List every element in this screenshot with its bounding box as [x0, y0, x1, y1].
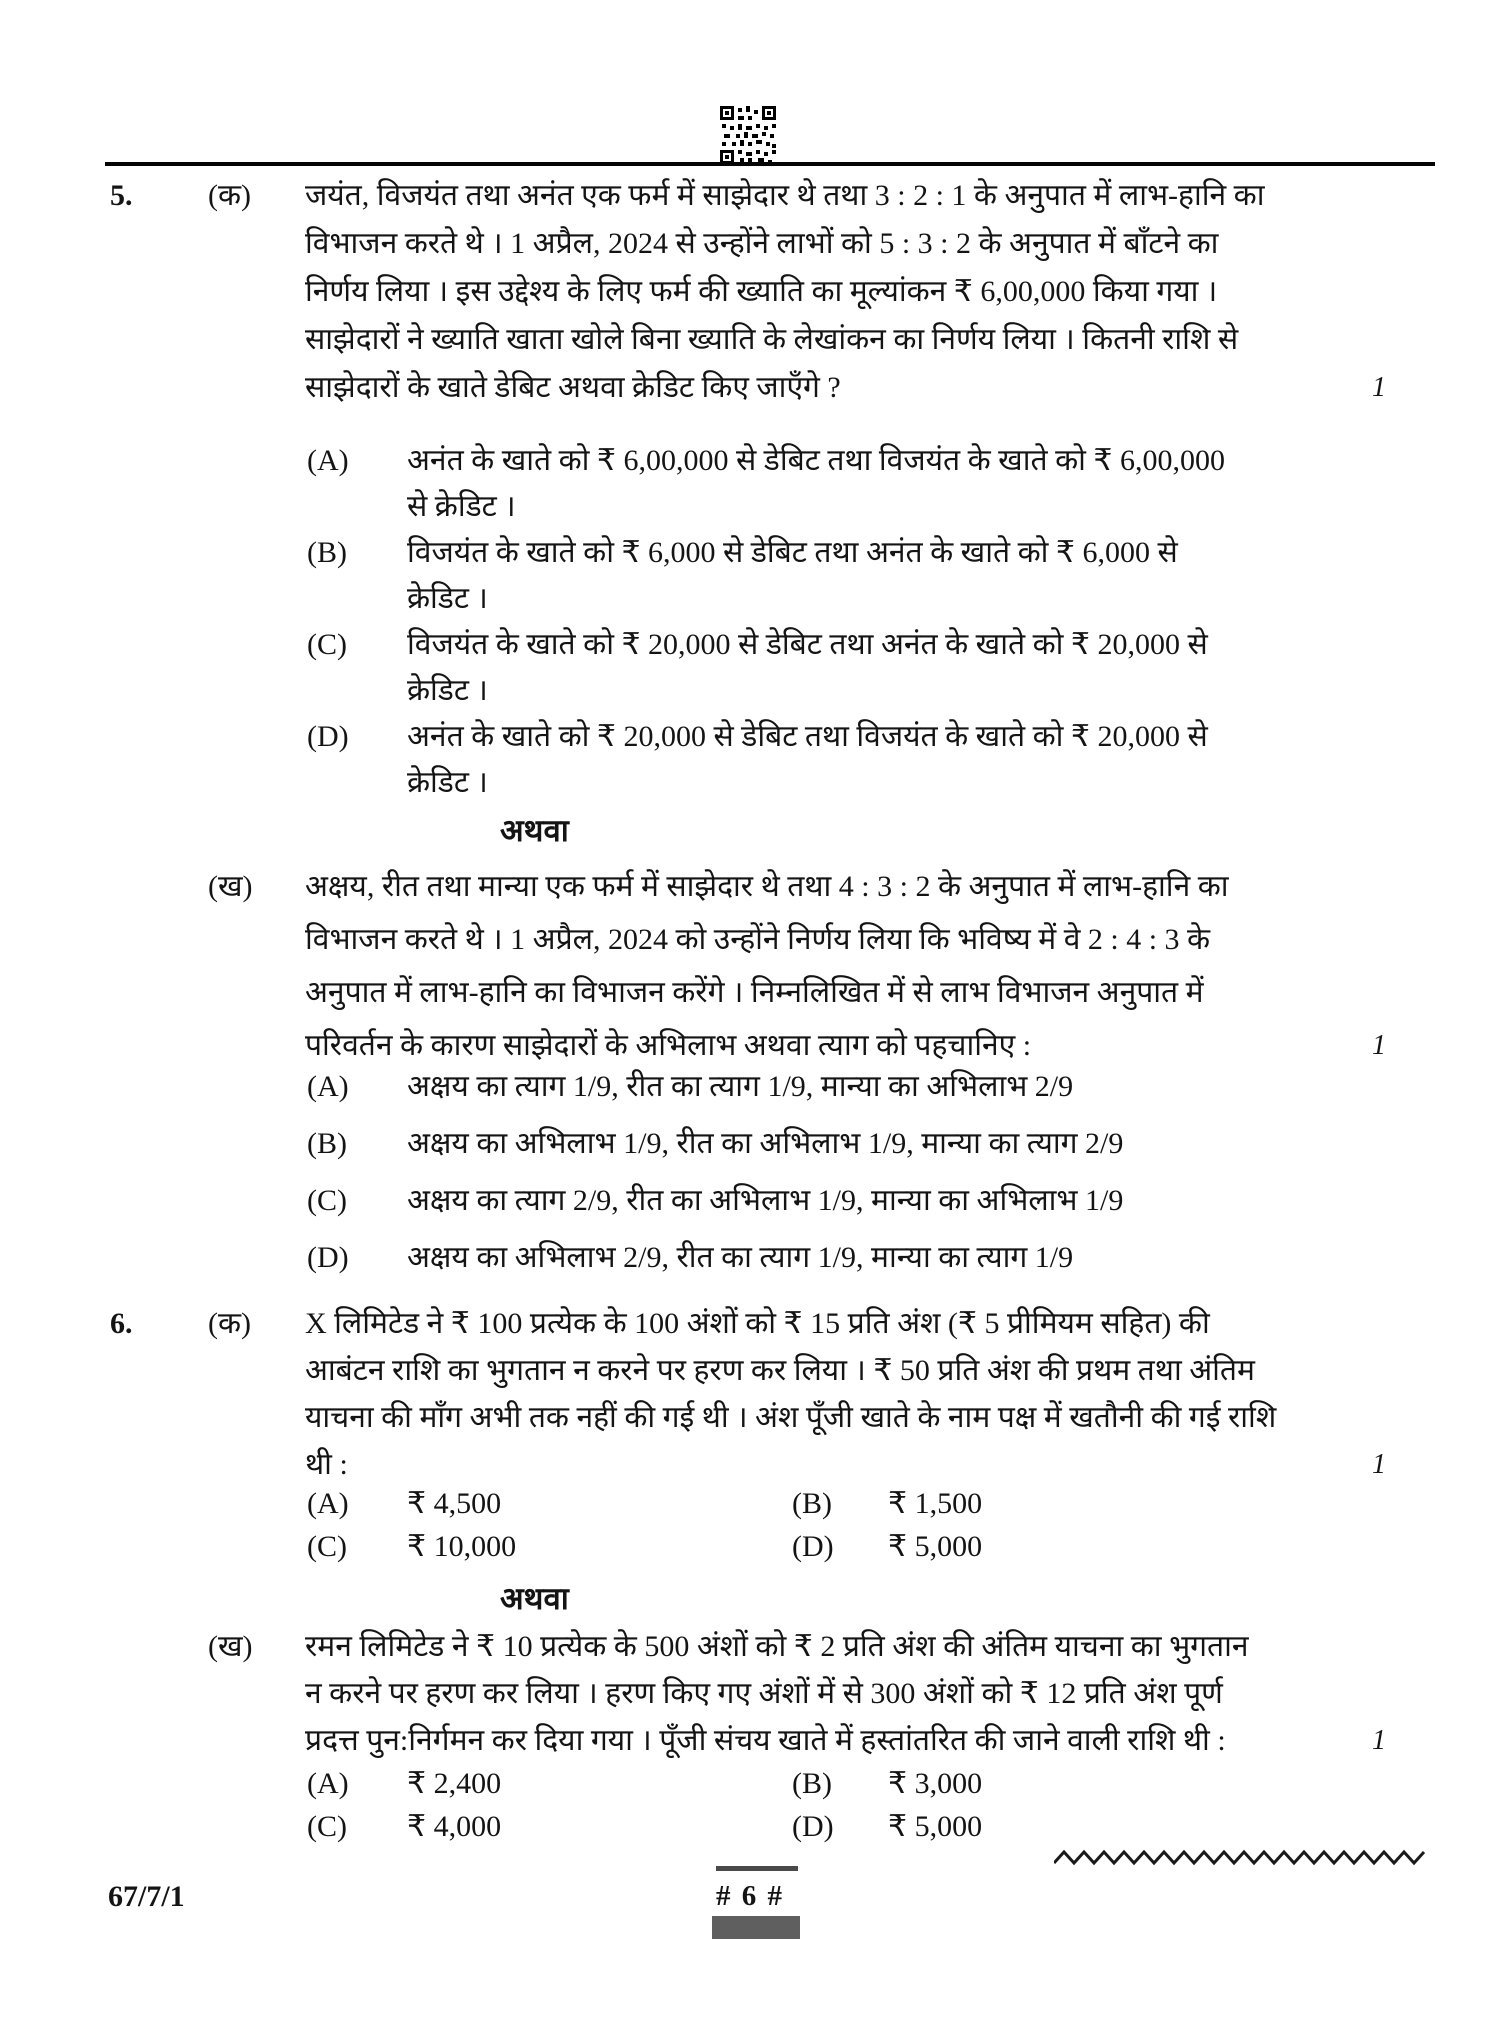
option-text: विजयंत के खाते को ₹ 20,000 से डेबिट तथा अनंत के खाते को ₹ 20,000 से [407, 628, 1208, 661]
option-row [0, 438, 1505, 484]
top-rule [105, 162, 1435, 166]
or-separator [0, 1574, 1505, 1624]
question-5-ka-options [0, 438, 1505, 806]
option-label: (A) [307, 444, 349, 477]
option-row [0, 714, 1505, 760]
stem-line: थी : [305, 1448, 348, 1481]
question-number: 5. [110, 179, 133, 212]
option-row [0, 1058, 1505, 1115]
option-row [0, 1525, 1505, 1568]
stem-line: प्रदत्त पुन:निर्गमन कर दिया गया । पूँजी संचय खाते में हस्तांतरित की जाने वाली राशि थी : [305, 1724, 1226, 1757]
option-text: क्रेडिट । [407, 674, 488, 707]
option-value: ₹ 4,500 [407, 1487, 502, 1520]
option-label: (B) [307, 1127, 347, 1160]
option-row [0, 1172, 1505, 1229]
option-label: (D) [792, 1530, 834, 1563]
option-label: (D) [307, 720, 349, 753]
option-row [0, 530, 1505, 576]
marks-value: 1 [1372, 1030, 1386, 1061]
stem-line: जयंत, विजयंत तथा अनंत एक फर्म में साझेदार थे तथा 3 : 2 : 1 के अनुपात में लाभ-हानि का [305, 179, 1265, 212]
footer-paper-code: 67/7/1 [108, 1880, 185, 1913]
option-row [0, 1229, 1505, 1286]
option-text: अक्षय का अभिलाभ 2/9, रीत का त्याग 1/9, मान्या का त्याग 1/9 [407, 1241, 1074, 1274]
option-label: (B) [307, 536, 347, 569]
stem-line: X लिमिटेड ने ₹ 100 प्रत्येक के 100 अंशों को ₹ 15 प्रति अंश (₹ 5 प्रीमियम सहित) की [305, 1307, 1210, 1340]
question-6-kha-stem [0, 1623, 1505, 1764]
marks-value: 1 [1372, 1725, 1386, 1756]
stem-line: विभाजन करते थे । 1 अप्रैल, 2024 को उन्होंने निर्णय लिया कि भविष्य में वे 2 : 4 : 3 के [305, 923, 1211, 956]
question-5-kha-options [0, 1058, 1505, 1286]
option-row [0, 1482, 1505, 1525]
stem-line: साझेदारों के खाते डेबिट अथवा क्रेडिट किए जाएँगे ? [305, 371, 841, 404]
option-value: ₹ 1,500 [888, 1487, 983, 1520]
question-6-ka-options [0, 1482, 1505, 1568]
option-row [0, 1762, 1505, 1805]
option-text: विजयंत के खाते को ₹ 6,000 से डेबिट तथा अनंत के खाते को ₹ 6,000 से [407, 536, 1178, 569]
option-label: (B) [792, 1767, 832, 1800]
option-value: ₹ 5,000 [888, 1810, 983, 1843]
option-row [0, 1115, 1505, 1172]
question-number: 6. [110, 1307, 133, 1340]
or-separator [0, 806, 1505, 856]
footer-page-number: # 6 # [716, 1880, 784, 1912]
option-label: (B) [792, 1487, 832, 1520]
part-label: (ख) [208, 870, 253, 903]
stem-line: अनुपात में लाभ-हानि का विभाजन करेंगे । निम्नलिखित में से लाभ विभाजन अनुपात में [305, 976, 1204, 1009]
squiggle-line [1054, 1848, 1434, 1868]
stem-line: न करने पर हरण कर लिया । हरण किए गए अंशों में से 300 अंशों को ₹ 12 प्रति अंश पूर्ण [305, 1677, 1223, 1710]
option-label: (C) [307, 1810, 347, 1843]
option-text: अनंत के खाते को ₹ 20,000 से डेबिट तथा विजयंत के खाते को ₹ 20,000 से [407, 720, 1208, 753]
question-6-ka-stem [0, 1300, 1505, 1488]
option-row [0, 622, 1505, 668]
option-text: अक्षय का त्याग 2/9, रीत का अभिलाभ 1/9, मान्या का अभिलाभ 1/9 [407, 1184, 1124, 1217]
option-text: अनंत के खाते को ₹ 6,00,000 से डेबिट तथा विजयंत के खाते को ₹ 6,00,000 [407, 444, 1225, 477]
stem-line: परिवर्तन के कारण साझेदारों के अभिलाभ अथवा त्याग को पहचानिए : [305, 1029, 1032, 1062]
option-value: ₹ 4,000 [407, 1810, 502, 1843]
question-5-kha-stem [0, 860, 1505, 1072]
option-label: (C) [307, 1184, 347, 1217]
marks-value: 1 [1372, 372, 1386, 403]
option-label: (D) [792, 1810, 834, 1843]
marks-value: 1 [1372, 1449, 1386, 1480]
stem-line: आबंटन राशि का भुगतान न करने पर हरण कर लिया । ₹ 50 प्रति अंश की प्रथम तथा अंतिम [305, 1354, 1255, 1387]
stem-line: रमन लिमिटेड ने ₹ 10 प्रत्येक के 500 अंशों को ₹ 2 प्रति अंश की अंतिम याचना का भुगतान [305, 1630, 1249, 1663]
qr-code-icon [720, 106, 776, 164]
stem-line: साझेदारों ने ख्याति खाता खोले बिना ख्याति के लेखांकन का निर्णय लिया । कितनी राशि से [305, 323, 1239, 356]
part-label: (ख) [208, 1630, 253, 1663]
option-label: (C) [307, 628, 347, 661]
option-label: (A) [307, 1070, 349, 1103]
part-label: (क) [208, 179, 252, 212]
option-value: ₹ 2,400 [407, 1767, 502, 1800]
option-value: ₹ 10,000 [407, 1530, 517, 1563]
option-text: अक्षय का त्याग 1/9, रीत का त्याग 1/9, मान्या का अभिलाभ 2/9 [407, 1070, 1074, 1103]
option-label: (A) [307, 1487, 349, 1520]
option-text: क्रेडिट । [407, 582, 488, 615]
stem-line: निर्णय लिया । इस उद्देश्य के लिए फर्म की ख्याति का मूल्यांकन ₹ 6,00,000 किया गया । [305, 275, 1218, 308]
option-row [0, 1805, 1505, 1848]
option-value: ₹ 3,000 [888, 1767, 983, 1800]
stem-line: विभाजन करते थे । 1 अप्रैल, 2024 से उन्होंने लाभों को 5 : 3 : 2 के अनुपात में बाँटने का [305, 227, 1219, 260]
option-label: (A) [307, 1767, 349, 1800]
option-label: (C) [307, 1530, 347, 1563]
option-label: (D) [307, 1241, 349, 1274]
question-5-ka-stem [0, 172, 1505, 412]
part-label: (क) [208, 1307, 252, 1340]
option-text: क्रेडिट । [407, 766, 488, 799]
footer-gray-box [712, 1916, 800, 1939]
or-separator-label: अथवा [500, 813, 569, 848]
footer-page-marker-line [716, 1866, 798, 1871]
or-separator-label: अथवा [500, 1581, 569, 1616]
stem-line: अक्षय, रीत तथा मान्या एक फर्म में साझेदार थे तथा 4 : 3 : 2 के अनुपात में लाभ-हानि का [305, 870, 1229, 903]
option-text: अक्षय का अभिलाभ 1/9, रीत का अभिलाभ 1/9, मान्या का त्याग 2/9 [407, 1127, 1124, 1160]
option-value: ₹ 5,000 [888, 1530, 983, 1563]
option-text: से क्रेडिट । [407, 490, 516, 523]
stem-line: याचना की माँग अभी तक नहीं की गई थी । अंश पूँजी खाते के नाम पक्ष में खतौनी की गई राशि [305, 1401, 1277, 1434]
question-6-kha-options [0, 1762, 1505, 1848]
